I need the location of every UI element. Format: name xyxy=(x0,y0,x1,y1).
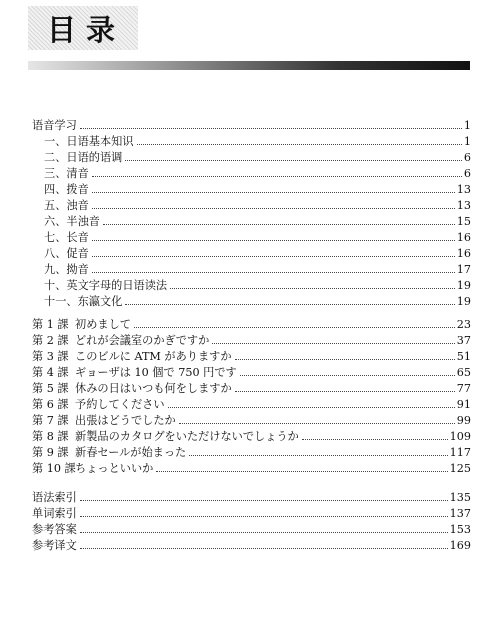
entry-page: 153 xyxy=(449,523,471,536)
section-spacer xyxy=(32,309,471,316)
lesson-number: 第 7 課 xyxy=(32,414,69,427)
entry-page: 23 xyxy=(456,318,471,331)
dot-leader xyxy=(189,455,447,456)
toc-appendix-entry[interactable] xyxy=(32,505,471,521)
entry-page: 19 xyxy=(456,279,471,292)
entry-page: 13 xyxy=(456,183,471,196)
entry-page: 135 xyxy=(449,491,471,504)
entry-page: 77 xyxy=(456,382,471,395)
toc-appendix-entry[interactable] xyxy=(32,521,471,537)
dot-leader xyxy=(168,407,455,408)
toc-lesson-entry[interactable] xyxy=(32,460,471,476)
toc-lesson-entry[interactable] xyxy=(32,364,471,380)
lesson-number: 第 1 課 xyxy=(32,318,69,331)
toc-entry[interactable] xyxy=(32,213,471,229)
lesson-title: 休みの日はいつも何をしますか xyxy=(75,382,232,395)
entry-page: 125 xyxy=(449,462,471,475)
toc-entry[interactable] xyxy=(32,181,471,197)
toc-lesson-entry[interactable] xyxy=(32,396,471,412)
lesson-number: 第 9 課 xyxy=(32,446,69,459)
dot-leader xyxy=(137,144,462,145)
dot-leader xyxy=(80,516,448,517)
toc-entry-section-heading[interactable] xyxy=(32,117,471,133)
table-of-contents xyxy=(32,117,471,553)
entry-page: 37 xyxy=(456,334,471,347)
dot-leader xyxy=(179,423,455,424)
header-gradient-bar xyxy=(28,61,470,70)
lesson-title: 出張はどうでしたか xyxy=(75,414,176,427)
entry-page: 1 xyxy=(463,119,471,132)
dot-leader xyxy=(134,327,455,328)
entry-label: 语法索引 xyxy=(32,491,77,504)
lesson-number: 第 8 課 xyxy=(32,430,69,443)
entry-page: 17 xyxy=(456,263,471,276)
lesson-title: 新製品のカタログをいただけないでしょうか xyxy=(75,430,299,443)
toc-entry[interactable] xyxy=(32,229,471,245)
dot-leader xyxy=(103,224,455,225)
section-spacer xyxy=(32,476,471,483)
lesson-number: 第 6 課 xyxy=(32,398,69,411)
entry-label: 二、日语的语调 xyxy=(44,151,123,164)
entry-page: 19 xyxy=(456,295,471,308)
entry-label: 五、浊音 xyxy=(44,199,89,212)
toc-appendix-entry[interactable] xyxy=(32,489,471,505)
entry-label: 四、拨音 xyxy=(44,183,89,196)
toc-entry[interactable] xyxy=(32,261,471,277)
dot-leader xyxy=(80,532,448,533)
toc-entry[interactable] xyxy=(32,245,471,261)
dot-leader xyxy=(170,288,455,289)
lesson-number: 第 4 課 xyxy=(32,366,69,379)
lesson-title: 初めまして xyxy=(75,318,131,331)
lesson-title: 新春セールが始まった xyxy=(75,446,187,459)
lesson-title: ギョーザは 10 個で 750 円です xyxy=(75,366,237,379)
entry-page: 13 xyxy=(456,199,471,212)
entry-page: 109 xyxy=(449,430,471,443)
entry-label: 七、长音 xyxy=(44,231,89,244)
toc-lesson-entry[interactable] xyxy=(32,348,471,364)
lesson-title: どれが会議室のかぎですか xyxy=(75,334,210,347)
dot-leader xyxy=(302,439,448,440)
entry-page: 16 xyxy=(456,247,471,260)
lesson-number: 第 3 課 xyxy=(32,350,69,363)
entry-label: 一、日语基本知识 xyxy=(44,135,134,148)
entry-label: 单词索引 xyxy=(32,507,77,520)
toc-lesson-entry[interactable] xyxy=(32,316,471,332)
toc-appendix-entry[interactable] xyxy=(32,537,471,553)
entry-page: 117 xyxy=(449,446,471,459)
toc-entry[interactable] xyxy=(32,197,471,213)
entry-page: 15 xyxy=(456,215,471,228)
entry-label: 三、清音 xyxy=(44,167,89,180)
entry-label: 九、拗音 xyxy=(44,263,89,276)
dot-leader xyxy=(80,548,448,549)
dot-leader xyxy=(80,500,448,501)
toc-entry[interactable] xyxy=(32,277,471,293)
dot-leader xyxy=(92,256,455,257)
toc-lesson-entry[interactable] xyxy=(32,412,471,428)
entry-page: 99 xyxy=(456,414,471,427)
dot-leader xyxy=(125,304,454,305)
dot-leader xyxy=(92,176,462,177)
entry-page: 137 xyxy=(449,507,471,520)
entry-label: 十、英文字母的日语读法 xyxy=(44,279,168,292)
entry-page: 16 xyxy=(456,231,471,244)
entry-page: 51 xyxy=(456,350,471,363)
page-title: 目录 xyxy=(47,13,126,47)
entry-page: 91 xyxy=(456,398,471,411)
toc-entry[interactable] xyxy=(32,293,471,309)
entry-page: 169 xyxy=(449,539,471,552)
entry-page: 6 xyxy=(463,151,471,164)
lesson-number: 第 5 課 xyxy=(32,382,69,395)
entry-label: 参考答案 xyxy=(32,523,77,536)
dot-leader xyxy=(92,240,455,241)
toc-entry[interactable] xyxy=(32,149,471,165)
toc-lesson-entry[interactable] xyxy=(32,332,471,348)
entry-label: 参考译文 xyxy=(32,539,77,552)
entry-page: 65 xyxy=(456,366,471,379)
toc-entry[interactable] xyxy=(32,133,471,149)
entry-label: 语音学习 xyxy=(32,119,77,132)
dot-leader xyxy=(92,192,455,193)
entry-label: 六、半浊音 xyxy=(44,215,100,228)
dot-leader xyxy=(92,272,455,273)
toc-lesson-entry[interactable] xyxy=(32,428,471,444)
lesson-number: 第 2 課 xyxy=(32,334,69,347)
toc-lesson-entry[interactable] xyxy=(32,444,471,460)
lesson-number: 第 10 課 xyxy=(32,462,76,475)
dot-leader xyxy=(235,391,455,392)
dot-leader xyxy=(212,343,454,344)
toc-lesson-entry[interactable] xyxy=(32,380,471,396)
dot-leader xyxy=(235,359,455,360)
entry-label: 十一、东瀛文化 xyxy=(44,295,123,308)
lesson-title: このビルに ATM がありますか xyxy=(75,350,232,363)
dot-leader xyxy=(156,471,447,472)
dot-leader xyxy=(240,375,455,376)
lesson-title: 予約してください xyxy=(75,398,165,411)
dot-leader xyxy=(80,128,462,129)
entry-page: 6 xyxy=(463,167,471,180)
toc-header xyxy=(0,0,500,80)
toc-entry[interactable] xyxy=(32,165,471,181)
dot-leader xyxy=(125,160,462,161)
lesson-title: ちょっといいか xyxy=(75,462,154,475)
entry-page: 1 xyxy=(463,135,471,148)
entry-label: 八、促音 xyxy=(44,247,89,260)
dot-leader xyxy=(92,208,455,209)
